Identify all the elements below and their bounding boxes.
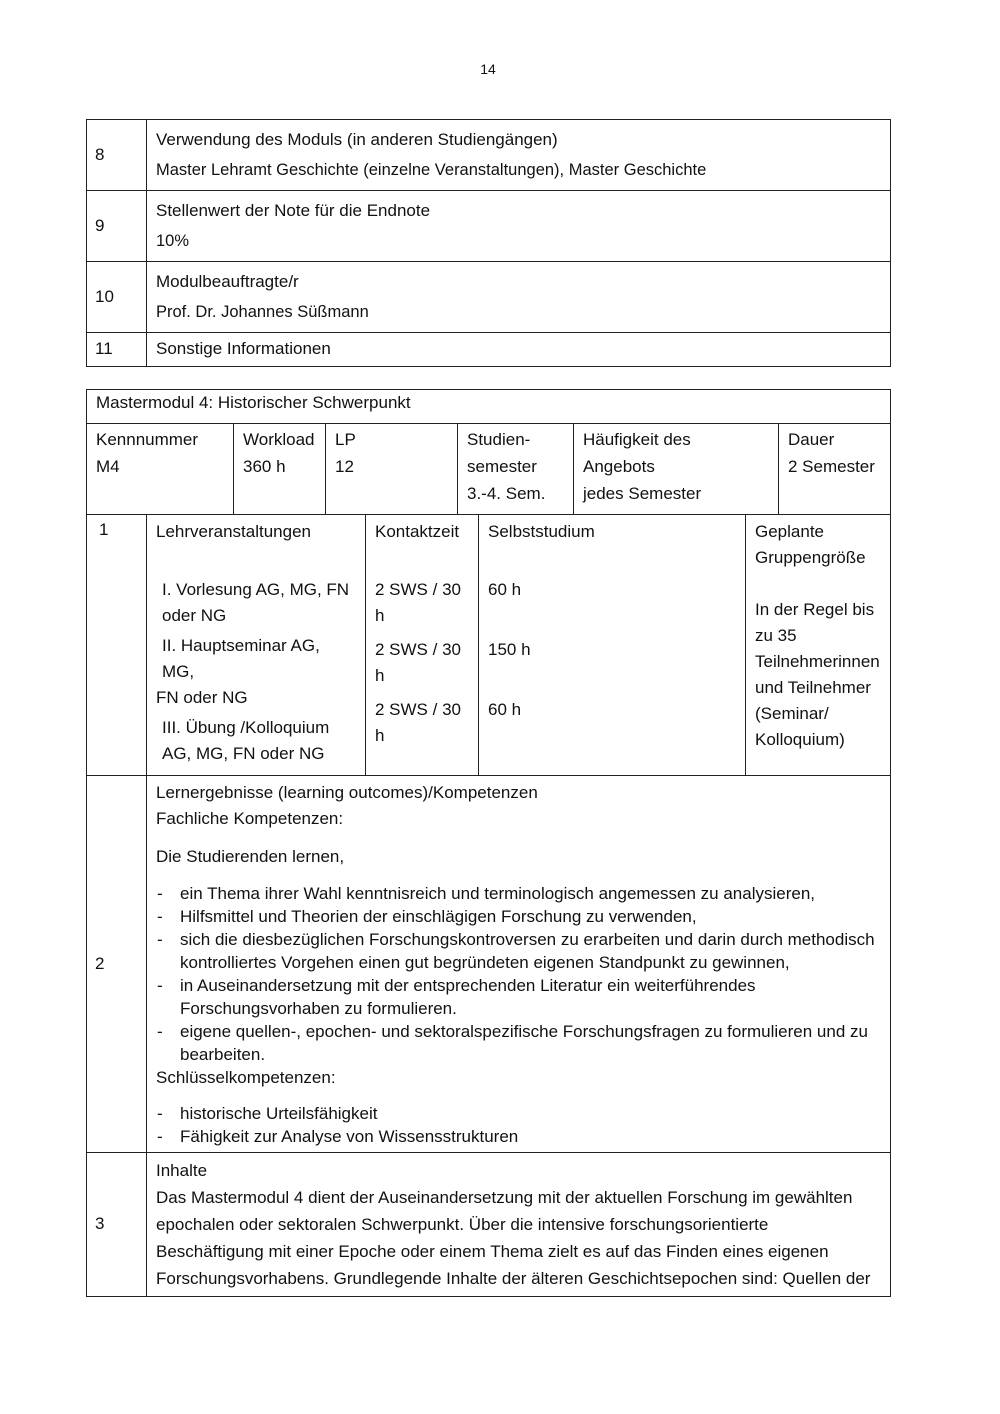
course-name-line: AG, MG, FN oder NG xyxy=(162,744,325,763)
row-content xyxy=(147,191,891,262)
list-item: - in Auseinandersetzung mit der entsprechenden Literatur ein weiterführendes Forschungsvorhaben zu formulieren. xyxy=(156,974,881,1020)
gruppen-text: Kolloquium) xyxy=(755,730,845,749)
gruppen-cell xyxy=(746,515,891,776)
haeufigkeit-label: Häufigkeit des xyxy=(583,430,691,449)
row-value: 10% xyxy=(156,232,190,250)
row-number: 10 xyxy=(87,262,147,333)
table-row xyxy=(87,262,891,333)
module-title-row xyxy=(87,390,891,424)
kontaktzeit-value: 2 SWS / 30 h xyxy=(375,640,461,685)
fachlich-list xyxy=(156,882,881,1066)
lehrveranstaltungen-row xyxy=(87,515,891,776)
course-name xyxy=(156,633,356,711)
course-name-line: FN oder NG xyxy=(156,688,248,707)
lernergebnisse-cell xyxy=(147,776,891,1153)
row-number: 9 xyxy=(87,191,147,262)
row-number: 11 xyxy=(87,333,147,367)
studiensemester-cell xyxy=(458,424,574,515)
inhalte-header: Inhalte xyxy=(156,1161,208,1180)
schluessel-header: Schlüsselkompetenzen: xyxy=(156,1068,336,1087)
module-meta-row xyxy=(87,424,891,515)
kontaktzeit-value: 2 SWS / 30 h xyxy=(375,700,461,745)
inhalte-text: Das Mastermodul 4 dient der Auseinandersetzung mit der aktuellen Forschung im gewählten xyxy=(156,1188,853,1207)
courses-header: Lehrveranstaltungen xyxy=(156,522,312,541)
kontaktzeit-header: Kontaktzeit xyxy=(375,522,460,541)
selbststudium-value: 150 h xyxy=(488,640,531,659)
page-number: 14 xyxy=(480,61,496,77)
row-title: Stellenwert der Note für die Endnote xyxy=(156,201,431,220)
fachlich-header: Fachliche Kompetenzen: xyxy=(156,809,344,828)
studiensemester-label: Studien- xyxy=(467,430,531,449)
dauer-label: Dauer xyxy=(788,430,835,449)
gruppen-text: und Teilnehmer xyxy=(755,678,871,697)
haeufigkeit-value: jedes Semester xyxy=(583,484,702,503)
row-number: 8 xyxy=(87,120,147,191)
dauer-value: 2 Semester xyxy=(788,457,875,476)
kennnummer-label: Kennnummer xyxy=(96,430,199,449)
module-title: Mastermodul 4: Historischer Schwerpunkt xyxy=(87,390,891,424)
lernergebnisse-header: Lernergebnisse (learning outcomes)/Kompetenzen xyxy=(156,783,538,802)
kontaktzeit-cell xyxy=(366,515,479,776)
list-item: - Fähigkeit zur Analyse von Wissensstrukturen xyxy=(156,1125,881,1148)
selbststudium-header: Selbststudium xyxy=(488,522,595,541)
gruppen-header: Gruppengröße xyxy=(755,548,866,567)
courses-cell xyxy=(147,515,366,776)
gruppen-text: Teilnehmerinnen xyxy=(755,652,880,671)
workload-label: Workload xyxy=(243,430,315,449)
lp-label: LP xyxy=(335,430,356,449)
row-title: Modulbeauftragte/r xyxy=(156,272,299,291)
course-name-line: III. Übung /Kolloquium xyxy=(162,718,330,737)
workload-value: 360 h xyxy=(243,457,286,476)
row-number: 1 xyxy=(87,515,147,776)
intro-text: Die Studierenden lernen, xyxy=(156,847,345,866)
table-row xyxy=(87,191,891,262)
row-content xyxy=(147,333,891,367)
list-item: - Hilfsmittel und Theorien der einschlägigen Forschung zu verwenden, xyxy=(156,905,881,928)
gruppen-text: (Seminar/ xyxy=(755,704,829,723)
row-number: 3 xyxy=(87,1153,147,1297)
course-name-line: II. Hauptseminar AG, MG, xyxy=(162,636,320,681)
module-table xyxy=(86,389,891,1297)
kennnummer-value: M4 xyxy=(96,457,120,476)
kontaktzeit-value: 2 SWS / 30 h xyxy=(375,580,461,625)
kennnummer-cell xyxy=(87,424,234,515)
selbststudium-value: 60 h xyxy=(488,580,522,599)
selbststudium-cell xyxy=(479,515,746,776)
studiensemester-value: 3.-4. Sem. xyxy=(467,484,546,503)
studiensemester-label: semester xyxy=(467,457,537,476)
inhalte-text: Forschungsvorhabens. Grundlegende Inhalte der älteren Geschichtsepochen sind: Quellen der xyxy=(156,1269,871,1288)
row-title: Verwendung des Moduls (in anderen Studiengängen) xyxy=(156,130,558,149)
selbststudium-value: 60 h xyxy=(488,700,522,719)
list-item: - historische Urteilsfähigkeit xyxy=(156,1102,881,1125)
course-name-line: I. Vorlesung AG, MG, FN xyxy=(162,580,350,599)
lp-cell xyxy=(326,424,458,515)
list-item: - ein Thema ihrer Wahl kenntnisreich und terminologisch angemessen zu analysieren, xyxy=(156,882,881,905)
table-row xyxy=(87,120,891,191)
workload-cell xyxy=(234,424,326,515)
course-name-line: oder NG xyxy=(162,606,227,625)
schluessel-list xyxy=(156,1102,881,1148)
lp-value: 12 xyxy=(335,457,354,476)
row-value: Master Lehramt Geschichte (einzelne Veranstaltungen), Master Geschichte xyxy=(156,161,707,179)
inhalte-text: epochalen oder sektoralen Schwerpunkt. Über die intensive forschungsorientierte xyxy=(156,1215,769,1234)
row-value: Prof. Dr. Johannes Süßmann xyxy=(156,303,369,321)
inhalte-text: Beschäftigung mit einer Epoche oder einem Thema zielt es auf das Finden eines eigenen xyxy=(156,1242,829,1261)
inhalte-cell xyxy=(147,1153,891,1297)
course-name xyxy=(156,715,356,767)
dauer-cell xyxy=(779,424,891,515)
haeufigkeit-label: Angebots xyxy=(583,457,655,476)
module-info-table xyxy=(86,119,891,367)
gruppen-text: zu 35 xyxy=(755,626,797,645)
row-content xyxy=(147,120,891,191)
lernergebnisse-row xyxy=(87,776,891,1153)
gruppen-text: In der Regel bis xyxy=(755,600,875,619)
row-content xyxy=(147,262,891,333)
list-item: - sich die diesbezüglichen Forschungskontroversen zu erarbeiten und darin durch methodisch kontrolliertes Vorgehen einen gut begründeten eigenen Standpunkt zu gewinnen, xyxy=(156,928,881,974)
row-title: Sonstige Informationen xyxy=(156,339,331,358)
haeufigkeit-cell xyxy=(574,424,779,515)
course-name xyxy=(156,577,356,629)
row-number: 2 xyxy=(87,776,147,1153)
table-row xyxy=(87,333,891,367)
gruppen-header: Geplante xyxy=(755,522,824,541)
list-item: - eigene quellen-, epochen- und sektoralspezifische Forschungsfragen zu formulieren und zu bearbeiten. xyxy=(156,1020,881,1066)
inhalte-row xyxy=(87,1153,891,1297)
